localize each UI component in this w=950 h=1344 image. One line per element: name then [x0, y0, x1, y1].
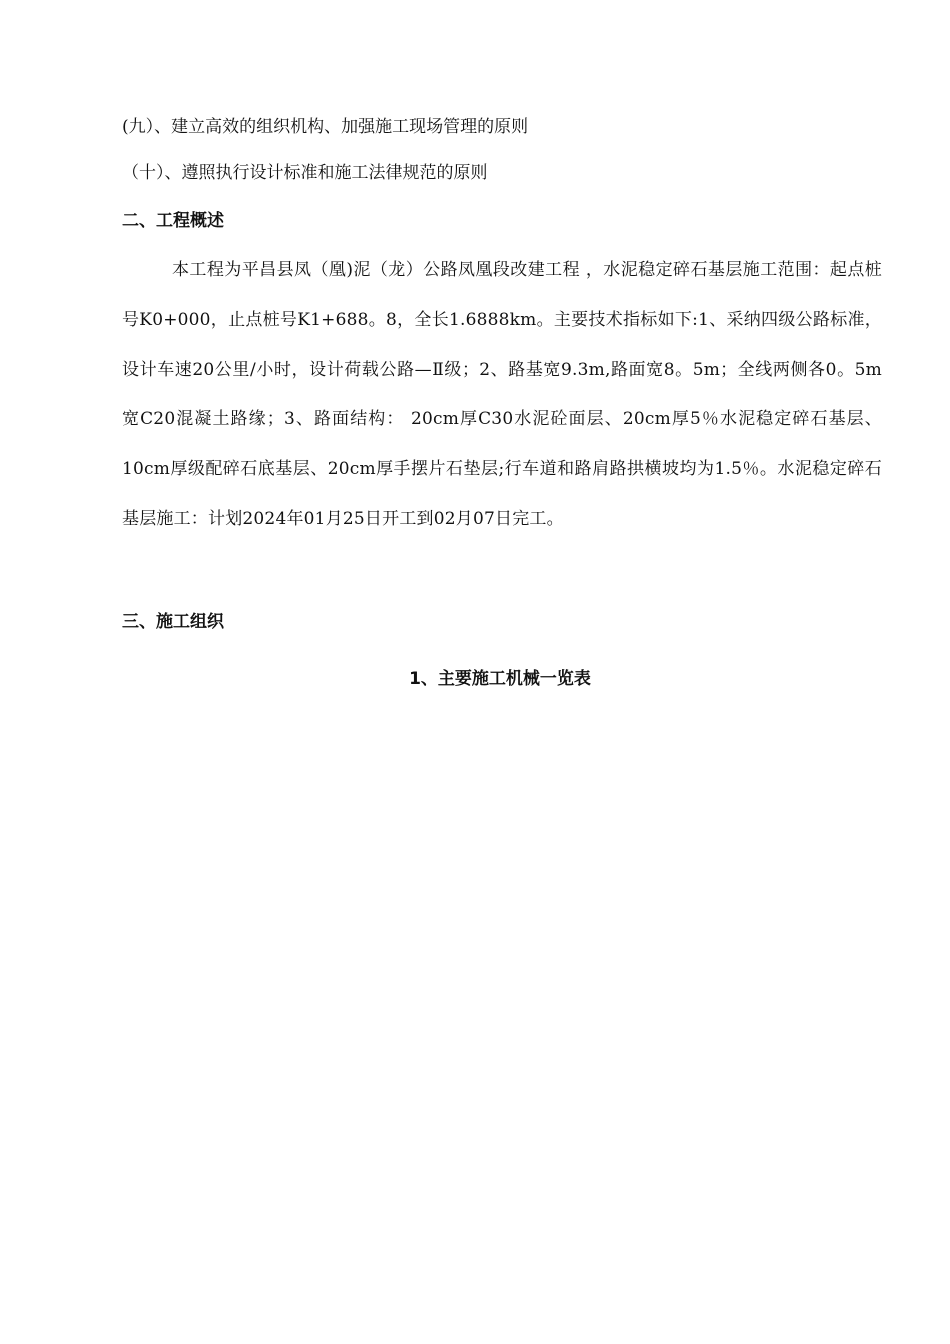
section-heading-overview: 二、工程概述	[122, 211, 224, 231]
project-overview-paragraph: 本工程为平昌县凤（凰)泥（龙）公路凤凰段改建工程 ，水泥稳定碎石基层施工范围：起点桩号K0+000，止点桩号K1+688。8，全长1.6888km。主要技术指标如下:1、采纳四级公路标准，设计车速20公里/小时，设计荷载公路—Ⅱ级；2、路基宽9.3m,路面宽8。5m；全线两侧各0。5m宽C20混凝土路缘；3、路面结构： 20cm厚C30水泥砼面层、20cm厚5％水泥稳定碎石基层、10cm厚级配碎石底基层、20cm厚手摆片石垫层;行车道和路肩路拱横坡均为1.5％。水泥稳定碎石基层施工：计划2024年01月25日开工到02月07日完工。	[122, 260, 882, 529]
machinery-table-title: 1、主要施工机械一览表	[409, 669, 591, 689]
principle-item-10: （十）、遵照执行设计标准和施工法律规范的原则	[122, 163, 488, 183]
section-heading-organization: 三、施工组织	[122, 612, 224, 632]
principle-item-9: (九）、建立高效的组织机构、加强施工现场管理的原则	[122, 117, 529, 137]
